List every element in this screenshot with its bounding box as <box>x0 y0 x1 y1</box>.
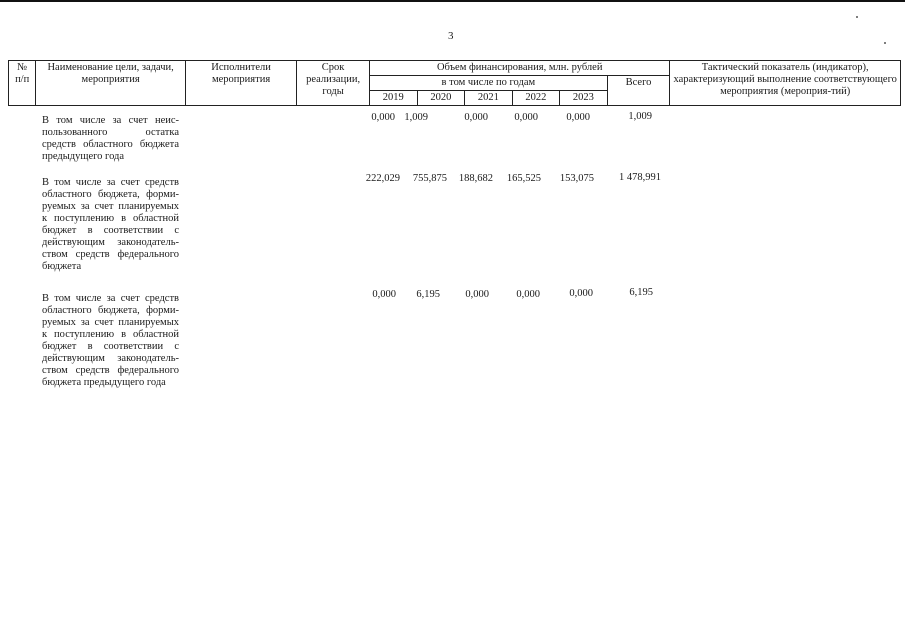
row-value-total: 1,009 <box>628 111 652 122</box>
page-top-border <box>0 0 905 2</box>
row-value-2022: 0,000 <box>514 112 538 123</box>
row-value-total: 1 478,991 <box>619 172 661 183</box>
row-value-2023: 153,075 <box>559 173 594 184</box>
row-value-2023: 0,000 <box>566 112 590 123</box>
row-value-2023: 0,000 <box>569 288 593 299</box>
page-number: 3 <box>448 30 454 42</box>
funding-table-header <box>8 60 901 106</box>
row-value-2020: 1,009 <box>404 112 428 123</box>
row-value-2019: 0,000 <box>372 289 396 300</box>
row-name: В том числе за счет неис-пользованного остатка средств областного бюджета предыдущего года <box>42 115 179 162</box>
row-value-2022: 0,000 <box>516 289 540 300</box>
row-value-2022: 165,525 <box>506 173 541 184</box>
header-term: Срок реализации, годы <box>297 61 370 106</box>
scan-speck <box>856 16 858 18</box>
row-value-total: 6,195 <box>629 287 653 298</box>
row-name: В том числе за счет средств областного бюджета, форми-руемых за счет планируемых к поступлению в областной бюджет в соответствии с действующим законодатель-ством средств федерального бюджета <box>42 177 179 272</box>
row-value-2020: 6,195 <box>416 289 440 300</box>
header-year: 2023 <box>560 91 608 106</box>
row-value-2021: 0,000 <box>465 289 489 300</box>
row-name: В том числе за счет средств областного бюджета, форми-руемых за счет планируемых к поступлению в областной бюджет в соответствии с действующим законодатель-ством средств федерального бюджета предыдущего года <box>42 293 179 388</box>
header-year: 2022 <box>512 91 560 106</box>
row-value-2020: 755,875 <box>412 173 447 184</box>
header-year: 2020 <box>417 91 465 106</box>
header-funding: Объем финансирования, млн. рублей <box>370 61 670 76</box>
header-total: Всего <box>607 76 670 106</box>
header-num: № п/п <box>9 61 36 106</box>
header-executors: Исполнители мероприятия <box>185 61 296 106</box>
header-year: 2021 <box>465 91 513 106</box>
scan-speck <box>884 42 886 44</box>
row-value-2021: 188,682 <box>458 173 493 184</box>
row-value-2019: 222,029 <box>365 173 400 184</box>
row-value-2019: 0,000 <box>371 112 395 123</box>
row-value-2021: 0,000 <box>464 112 488 123</box>
header-name: Наименование цели, задачи, мероприятия <box>36 61 186 106</box>
header-year: 2019 <box>370 91 418 106</box>
header-by-years: в том числе по годам <box>370 76 608 91</box>
header-indicator: Тактический показатель (индикатор), характеризующий выполнение соответствующего мероприятия (мероприя-тий) <box>670 61 901 106</box>
